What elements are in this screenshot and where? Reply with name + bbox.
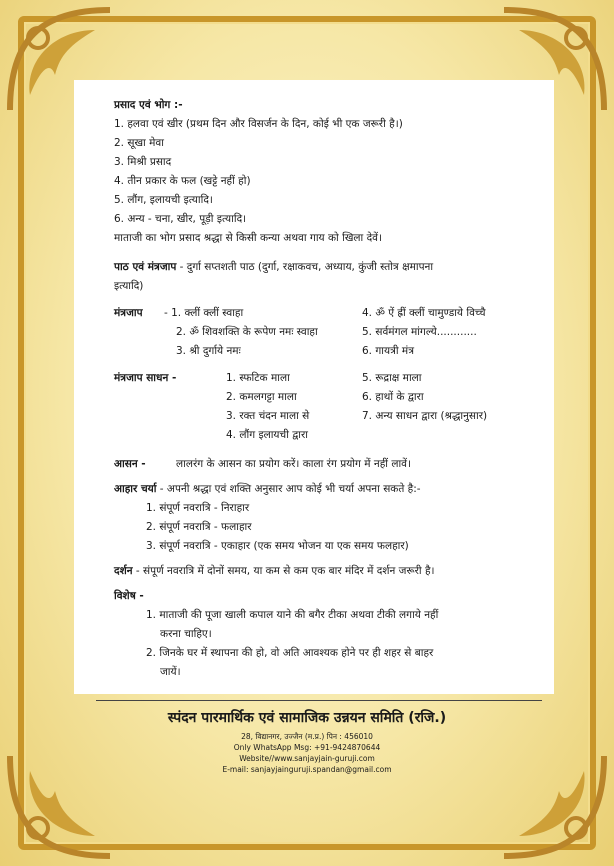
path-section <box>114 258 544 277</box>
sadhan-item: 4. लौंग इलायची द्वारा <box>226 429 309 441</box>
vishesh-item: 2. जिनके घर में स्थापना की हो, वो अति आवश्यक होने पर ही शहर से बाहर <box>146 647 434 659</box>
path-text-continued: इत्यादि) <box>114 280 144 292</box>
prasad-item: 3. मिश्री प्रसाद <box>114 156 172 168</box>
mantra-item: 3. श्री दुर्गाये नमः <box>176 345 241 357</box>
mantra-row <box>114 323 544 342</box>
ahaar-label: आहार चर्या <box>114 483 157 495</box>
sadhan-label: मंत्रजाप साधन - <box>114 372 177 384</box>
darshan-row <box>114 562 544 581</box>
mantra-item: - 1. क्लीं क्लीं स्वाहा <box>164 307 244 319</box>
sadhan-item: 7. अन्य साधन द्वारा (श्रद्धानुसार) <box>362 410 488 422</box>
darshan-text: - संपूर्ण नवरात्रि में दोनों समय, या कम से कम एक बार मंदिर में दर्शन जरूरी है। <box>132 565 435 577</box>
path-label: पाठ एवं मंत्रजाप <box>114 261 177 273</box>
prasad-item: 6. अन्य - चना, खीर, पूड़ी इत्यादि। <box>114 213 247 225</box>
prasad-item: 1. हलवा एवं खीर (प्रथम दिन और विसर्जन के दिन, कोई भी एक जरूरी है।) <box>114 118 403 130</box>
aasan-label: आसन - <box>114 458 146 470</box>
sadhan-item: 5. रूद्राक्ष माला <box>362 372 422 384</box>
ahaar-row <box>114 480 544 499</box>
vishesh-item-continued: करना चाहिए। <box>160 628 212 640</box>
ahaar-text: - अपनी श्रद्धा एवं शक्ति अनुसार आप कोई भी चर्या अपना सकते है:- <box>156 483 421 495</box>
prasad-note: माताजी का भोग प्रसाद श्रद्धा से किसी कन्या अथवा गाय को खिला देवें। <box>114 232 382 244</box>
mantra-item: 4. ॐ ऐं ह्रीं क्लीं चामुण्डाये विच्चै <box>362 307 486 319</box>
sadhan-row <box>114 426 544 445</box>
footer-whatsapp: Only WhatsApp Msg: +91-9424870644 <box>233 743 381 752</box>
mantra-row <box>114 342 544 361</box>
corner-ornament-bottom-right <box>494 746 614 866</box>
sadhan-item: 1. स्फटिक माला <box>226 372 290 384</box>
aasan-row <box>114 455 544 474</box>
prasad-heading: प्रसाद एवं भोग :- <box>114 99 183 111</box>
prasad-item: 4. तीन प्रकार के फल (खट्टे नहीं हो) <box>114 175 251 187</box>
sadhan-item: 6. हाथों के द्वारा <box>362 391 424 403</box>
sadhan-row <box>114 407 544 426</box>
ahaar-item: 2. संपूर्ण नवरात्रि - फलाहार <box>146 521 252 533</box>
footer-divider <box>96 700 542 701</box>
ahaar-item: 1. संपूर्ण नवरात्रि - निराहार <box>146 502 250 514</box>
sadhan-row <box>114 388 544 407</box>
mantra-row <box>114 304 544 323</box>
organization-name: स्पंदन पारमार्थिक एवं सामाजिक उन्नयन समिति (रजि.) <box>167 710 447 726</box>
footer-website: Website//www.sanjayjain-guruji.com <box>239 754 375 763</box>
sadhan-item: 3. रक्त चंदन माला से <box>226 410 310 422</box>
corner-ornament-bottom-left <box>0 746 120 866</box>
vishesh-item: 1. माताजी की पूजा खाली कपाल याने की बगैर टीका अथवा टीकी लगाये नहीं <box>146 609 439 621</box>
darshan-label: दर्शन <box>114 565 133 577</box>
ahaar-item: 3. संपूर्ण नवरात्रि - एकाहार (एक समय भोजन या एक समय फलहार) <box>146 540 409 552</box>
mantra-item: 5. सर्वमंगल मांगल्ये............ <box>362 326 477 338</box>
mantra-item: 6. गायत्री मंत्र <box>362 345 415 357</box>
vishesh-label: विशेष - <box>114 590 144 602</box>
prasad-item: 2. सूखा मेवा <box>114 137 164 149</box>
footer-address: 28, विद्यानगर, उज्जैन (म.प्र.) पिन : 456010 <box>241 732 373 741</box>
path-text: - दुर्गा सप्तशती पाठ (दुर्गा, रक्षाकवच, अध्याय, कुंजी स्तोत्र क्षमापना <box>176 261 434 273</box>
document-body <box>114 96 544 682</box>
prasad-item: 5. लौंग, इलायची इत्यादि। <box>114 194 213 206</box>
mantra-label: मंत्रजाप <box>114 307 143 319</box>
mantra-item: 2. ॐ शिवशक्ति के रूपेण नमः स्वाहा <box>176 326 318 338</box>
footer-email: E-mail: sanjayjainguruji.spandan@gmail.com <box>222 765 392 774</box>
sadhan-item: 2. कमलगट्टा माला <box>226 391 297 403</box>
aasan-text: लालरंग के आसन का प्रयोग करें। काला रंग प्रयोग में नहीं लावें। <box>176 458 411 470</box>
sadhan-row <box>114 369 544 388</box>
vishesh-item-continued: जायें। <box>160 666 181 678</box>
